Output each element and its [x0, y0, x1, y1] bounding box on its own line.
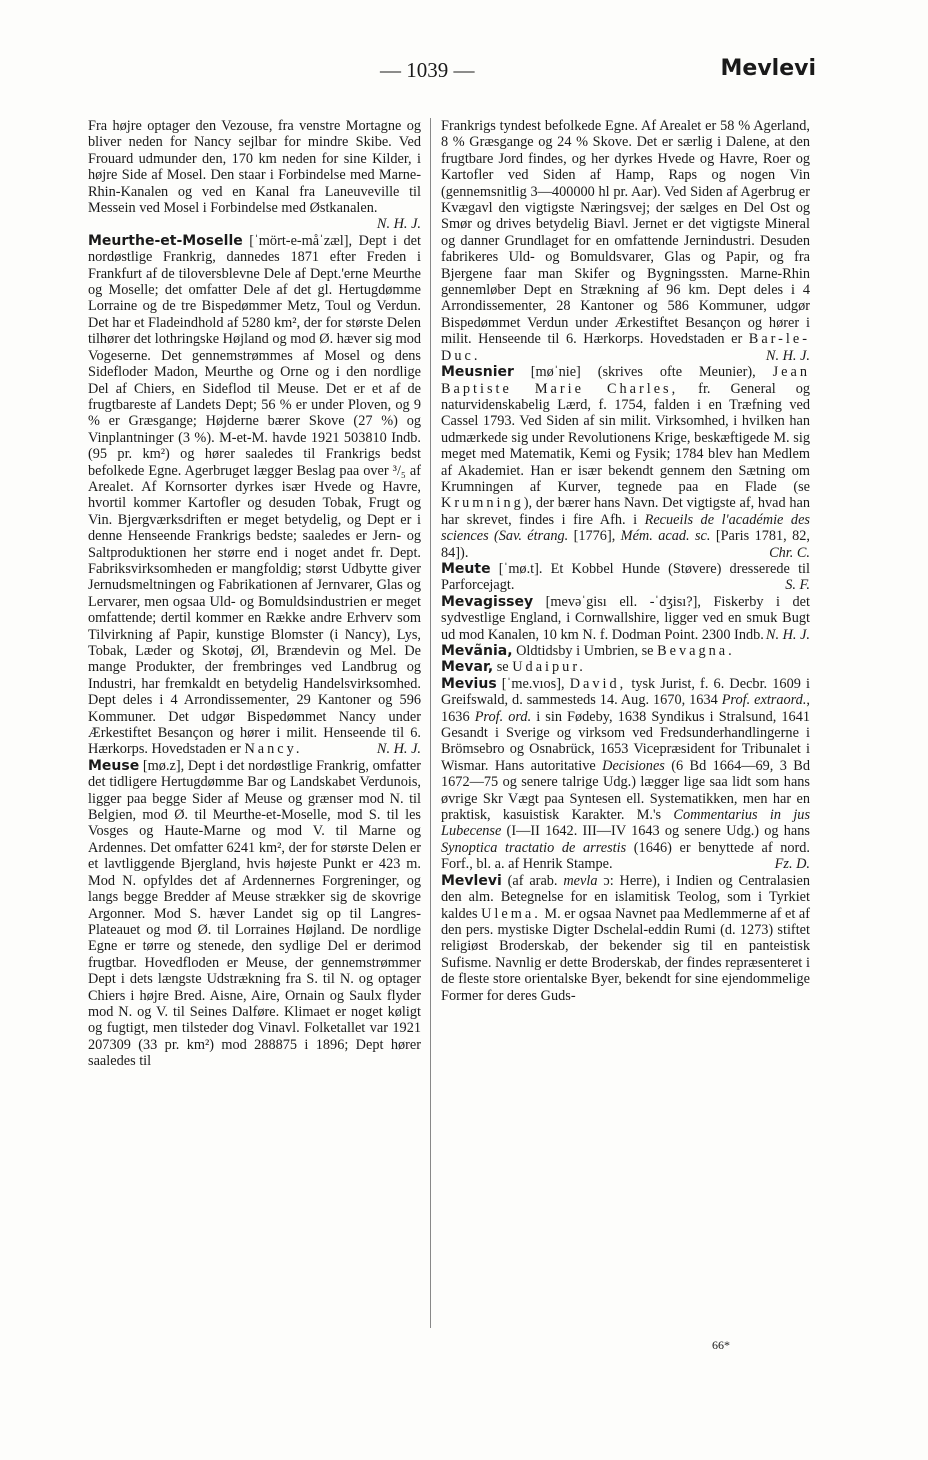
- page-header: [0, 58, 928, 90]
- cross-reference: Bevagna.: [657, 643, 735, 659]
- entry-headword: Meurthe-et-Moselle: [88, 232, 243, 249]
- entry-mevius: [441, 676, 810, 873]
- entry-headword: Mevar,: [441, 659, 494, 676]
- entry-meurthe-continued: [88, 118, 421, 233]
- entry-meuse-continued: [441, 118, 810, 364]
- entry-text: Dept i det nordøstlige Frankrig, omfatter det tidligere Hertugdømme Bar og Landskabet Verdunois, ligger paa begge Sider af Meuse og grænser mod N. til Belgien, mod Ø. til Meurthe-et-Moselle, mod S. til les Vosges og Haute-Marne og mod V. til Marne og Ardennes. Det omfatter 6241 km², der for største Delen er et lavtliggende Bjergland, hvis højeste Punkt er 423 m. Mod N. opfyldes det af Ardennernes Forgreninger, og langs begge Bredder af Meuse strækker sig de skovrige Argonner. Mod S. hæver Landet sig op til Langres-Plateauet og mod Ø. til Lorraines Højland. De nordlige Egne er tørre og stenede, den sydlige Del er derimod frugtbar. Hovedfloden er Meuse, der gennemstrømmer Dept i dets længste Udstrækning fra S. til N. og optager Chiers i højre Bred. Aisne, Aire, Ornain og Saulx flyder mod N. og V. til Seines Dalføre. Klimaet er noget køligt og fugtigt, men tilsteder dog Vinavl. Folketallet var 1921 207309 (33 pr. km²) mod 288875 i 1896; Dept hører saaledes til: [88, 757, 421, 1070]
- author-signature: N. H. J.: [765, 347, 810, 364]
- running-head: Mevlevi: [720, 56, 816, 81]
- cross-reference: Bar-le-Duc.: [441, 331, 810, 364]
- entry-mevar: [441, 659, 810, 675]
- entry-headword: Meusnier: [441, 364, 514, 381]
- italic-word: mevla: [563, 872, 598, 889]
- author-signature: S. F.: [785, 577, 810, 594]
- entry-text: (skrives ofte Meunier),: [597, 364, 773, 381]
- entry-text: (I—II 1642. III—IV 1643 og senere Udg.) og hans: [501, 823, 810, 840]
- author-signature: Chr. C.: [769, 544, 810, 561]
- entry-text: , 1636: [441, 692, 810, 725]
- entry-text: [1776],: [568, 528, 621, 545]
- entry-text: ɔ: Herre), i Indien og Centralasien den alm. Betegnelse for en islamitisk Teolog, som i Tyrkiet kaldes: [441, 872, 811, 922]
- entry-headword: Meute: [441, 560, 491, 577]
- entry-headword: Meuse: [88, 757, 140, 774]
- entry-text: Oldtidsby i Umbrien, se: [512, 643, 658, 659]
- entry-text: tysk Jurist, f. 6. Decbr. 1609 i Greifswald, d. sammesteds 14. Aug. 1670, 1634: [441, 675, 810, 709]
- italic-title: Mém. acad. sc.: [620, 528, 711, 545]
- entry-text: [mevəˈgisı ell. -ˈdʒisı?], Fiskerby i det sydvestlige England, i Cornwallshire, ligger ved en smuk Bugt ud mod Kanalen, 10 km N. f. Dodman Point. 2300 Indb.: [441, 593, 810, 643]
- entry-meusnier: [441, 364, 810, 561]
- entry-text: M. er ogsaa Navnet paa Medlemmerne af et af den pers. mystiske Digter Dschelal-eddin Rumi (d. 1273) stiftet religiøst Broderskab, der bekender sig til en panteistisk Sufisme. Navnlig er dette Broderskab, der findes repræsenteret i de fleste store orientalske Byer, bekendt for sine ejendommelige Former for deres Guds-: [441, 905, 810, 1004]
- entry-text: Dept i det nordøstlige Frankrig, dannedes 1871 efter Freden i Frankfurt af de tiloversblevne Dele af Dept.'erne Meurthe og Moselle; det omfatter Dele af det gl. Hertugdømme Lorraine og de tre Bispedømmer Metz, Toul og Verdun. Det har et Fladeindhold af 5280 km², der for største Delen tilhører det lothringske Højland og mod Ø. hæver sig mod Vogeserne. Det gennemstrømmes af Mosel og dens Sidefloder Madon, Meurthe og Orne og i den nordlige Del af Chiers, en Sideflod til Meuse. Det er et af de frugtbareste af Landets Dept; 56 % er under Ploven, og 9 % er Græsgange; Højderne bærer Skove (27 %) og Vinplantninger (3 %). M-et-M. havde 1921 503810 Indb. (95 pr. km²) og hører saaledes til Frankrigs bedst befolkede Egne. Agerbruget lægger Beslag paa over ³/₅ af Arealet. Af Kornsorter dyrkes især Hvede og Havre, hvortil kommer Kartofler og desuden Tobak, Frugt og Vin. Bjergværksdriften er meget betydelig, og Dept er i denne Henseende Frankrigs bedste; saaledes er Jern- og Saltproduktionen her større end i noget andet fr. Dept. Fabriksvirksomheden er mangfoldig; størst Udbytte giver Jernudsmeltningen og Fabrikationen af Jernvarer, Glas og Lervarer, men ogsaa Uld- og Bomuldsindustrien er meget omfattende; dertil kommer en Række andre Erhverv som Tilvirkning af Papir, kunstige Blomster (i Nancy), Lys, Tobak, Læder og Skotøj, Øl, Brændevin og Mel. De mange Produkter, der frembringes ved Landbrug og Industri, har fremkaldt en betydelig Handelsvirksomhed. Dept deles i 4 Arrondissementer, 29 Kantoner og 596 Kommuner. Det udgør Bispedømmet Nancy under Ærkestiftet Besançon og hører i milit. Henseende til 6. Hærkorps. Hovedstaden er: [88, 232, 421, 758]
- entry-pronunciation: [ˈmört-e-måˈzæl],: [242, 232, 359, 249]
- entry-headword: Mevagissey: [441, 593, 534, 610]
- entry-text: Fra højre optager den Vezouse, fra venstre Mortagne og bliver neden for Nancy sejlbar for mindre Skibe. Ved Frouard udmunder den, 170 km neden for sine Kilder, i højre Side af Mosel. Den staar i Forbindelse med Marne-Rhin-Kanalen og ved en Kanal fra Laneuveville til Messein ved Mosel i Forbindelse med Østkanalen.: [88, 118, 421, 217]
- cross-reference: Udaipur.: [512, 659, 586, 676]
- column-divider: [430, 118, 431, 1328]
- person-name: David,: [569, 675, 627, 692]
- entry-text: (6 Bd 1664—69, 3 Bd 1672—75 og senere talrige Udg.) lægger lige saa lidt som hans øvrige Skr Vægt paa Syntesen ell. Systematikken, men har en praktisk, kasuistisk Karakter. M.'s: [441, 757, 810, 824]
- author-signature: N. H. J.: [376, 741, 421, 758]
- entry-headword: Mevãnia,: [441, 643, 513, 659]
- entry-pronunciation: [møˈnie]: [513, 364, 598, 381]
- entry-text: [Paris 1781, 82, 84]).: [441, 528, 810, 561]
- entry-meuse: [88, 758, 421, 1070]
- right-column: [441, 118, 810, 1004]
- italic-title: Prof. ord.: [474, 708, 532, 725]
- entry-mevagissey: [441, 594, 810, 643]
- author-signature: N. H. J.: [765, 626, 810, 643]
- entry-headword: Mevius: [441, 675, 497, 692]
- left-column: [88, 118, 421, 1070]
- author-signature: N. H. J.: [376, 216, 421, 233]
- italic-title: Prof. extraord.: [721, 692, 807, 709]
- entry-text: fr. General og naturvidenskabelig Lærd, f. 1754, falden i en Træfning ved Cassel 1793. Ved Siden af sin milit. Virksomhed, i hvilken han udmærkede sig under Revolutionens Krige, beskæftigede M. sig meget med Matematik, Kemi og Fysik; 1784 blev han Medlem af Akademiet. Han er især bekendt gennem den Sætning om Krumningen af Kurver, tegnede paa en Flade (se: [441, 380, 810, 495]
- entry-text: ), der bærer hans Navn. Det vigtigste af, hvad han har skrevet, findes i fire Afh. i: [441, 495, 810, 528]
- entry-pronunciation: [mø.z],: [139, 757, 188, 774]
- cross-reference: Nancy.: [244, 741, 303, 758]
- italic-title: Recueils de l'académie des sciences (Sav. étrang.: [441, 511, 810, 545]
- cross-reference: Krumning: [441, 495, 524, 512]
- entry-text: Frankrigs tyndest befolkede Egne. Af Arealet er 58 % Agerland, 8 % Græsgange og 24 % Skove. Det er særlig i Dalene, at den frugtbare Jord findes, og her dyrkes Hvede og Havre, Roer og Kartofler ved Siden af Hamp, Raps og nogen Vin (gennemsnitlig 3—400000 hl pr. Aar). Ved Siden af Agerbrug er Kvægavl den vigtigste Næringsvej; der sælges en Del Ost og Smør og drives betydelig Biavl. Jernet er det vigtigste Mineral og danner Grundlaget for en omfattende Jernindustri. Desuden fabrikeres Uld- og Bomuldsvarer, Glas og Papir, og fra Bjergene faar man Skifer og Bygningssten. Marne-Rhin gennemløber Dept en Strækning af 96 km. Dept deles i 4 Arrondissementer, 28 Kantoner og 586 Kommuner, udgør Bispedømmet Verdun under Ærkestiftet Besançon og hører i milit. Henseende til 6. Hærkorps. Hovedstaden er: [441, 118, 810, 348]
- author-signature: Fz. D.: [774, 856, 810, 873]
- entry-pronunciation: [ˈme.vıos],: [496, 675, 570, 692]
- entry-meurthe-et-moselle: [88, 233, 421, 758]
- entry-mevania: [441, 643, 810, 659]
- signature-mark: 66*: [712, 1338, 730, 1352]
- cross-reference: Ulema.: [481, 905, 541, 922]
- italic-title: Commentarius in jus Lubecense: [441, 807, 811, 840]
- italic-title: Decisiones: [602, 757, 665, 774]
- entry-text: se: [493, 659, 513, 676]
- entry-text: [ˈmø.t]. Et Kobbel Hunde (Støvere) dresserede til Parforcejagt.: [441, 560, 810, 594]
- person-name: Jean Baptiste Marie Charles,: [441, 364, 810, 397]
- entry-headword: Mevlevi: [441, 872, 502, 889]
- entry-text: (1646) er benyttede af nord. Forf., bl. a. af Henrik Stampe.: [441, 839, 810, 873]
- entry-mevlevi: [441, 873, 810, 1004]
- italic-title: Synoptica tractatio de arrestis: [441, 839, 627, 856]
- entry-meute: [441, 561, 810, 594]
- entry-text: (af arab.: [501, 872, 564, 889]
- page-number: — 1039 —: [380, 58, 475, 82]
- entry-text: i sin Fødeby, 1638 Syndikus i Stralsund, 1641 Gesandt i Sverige og virksom ved Fredsunderhandlingerne i Brömsebro og Osnabrück, 1653 Vicepræsident for Tribunalet i Wismar. Hans autoritative: [441, 708, 810, 774]
